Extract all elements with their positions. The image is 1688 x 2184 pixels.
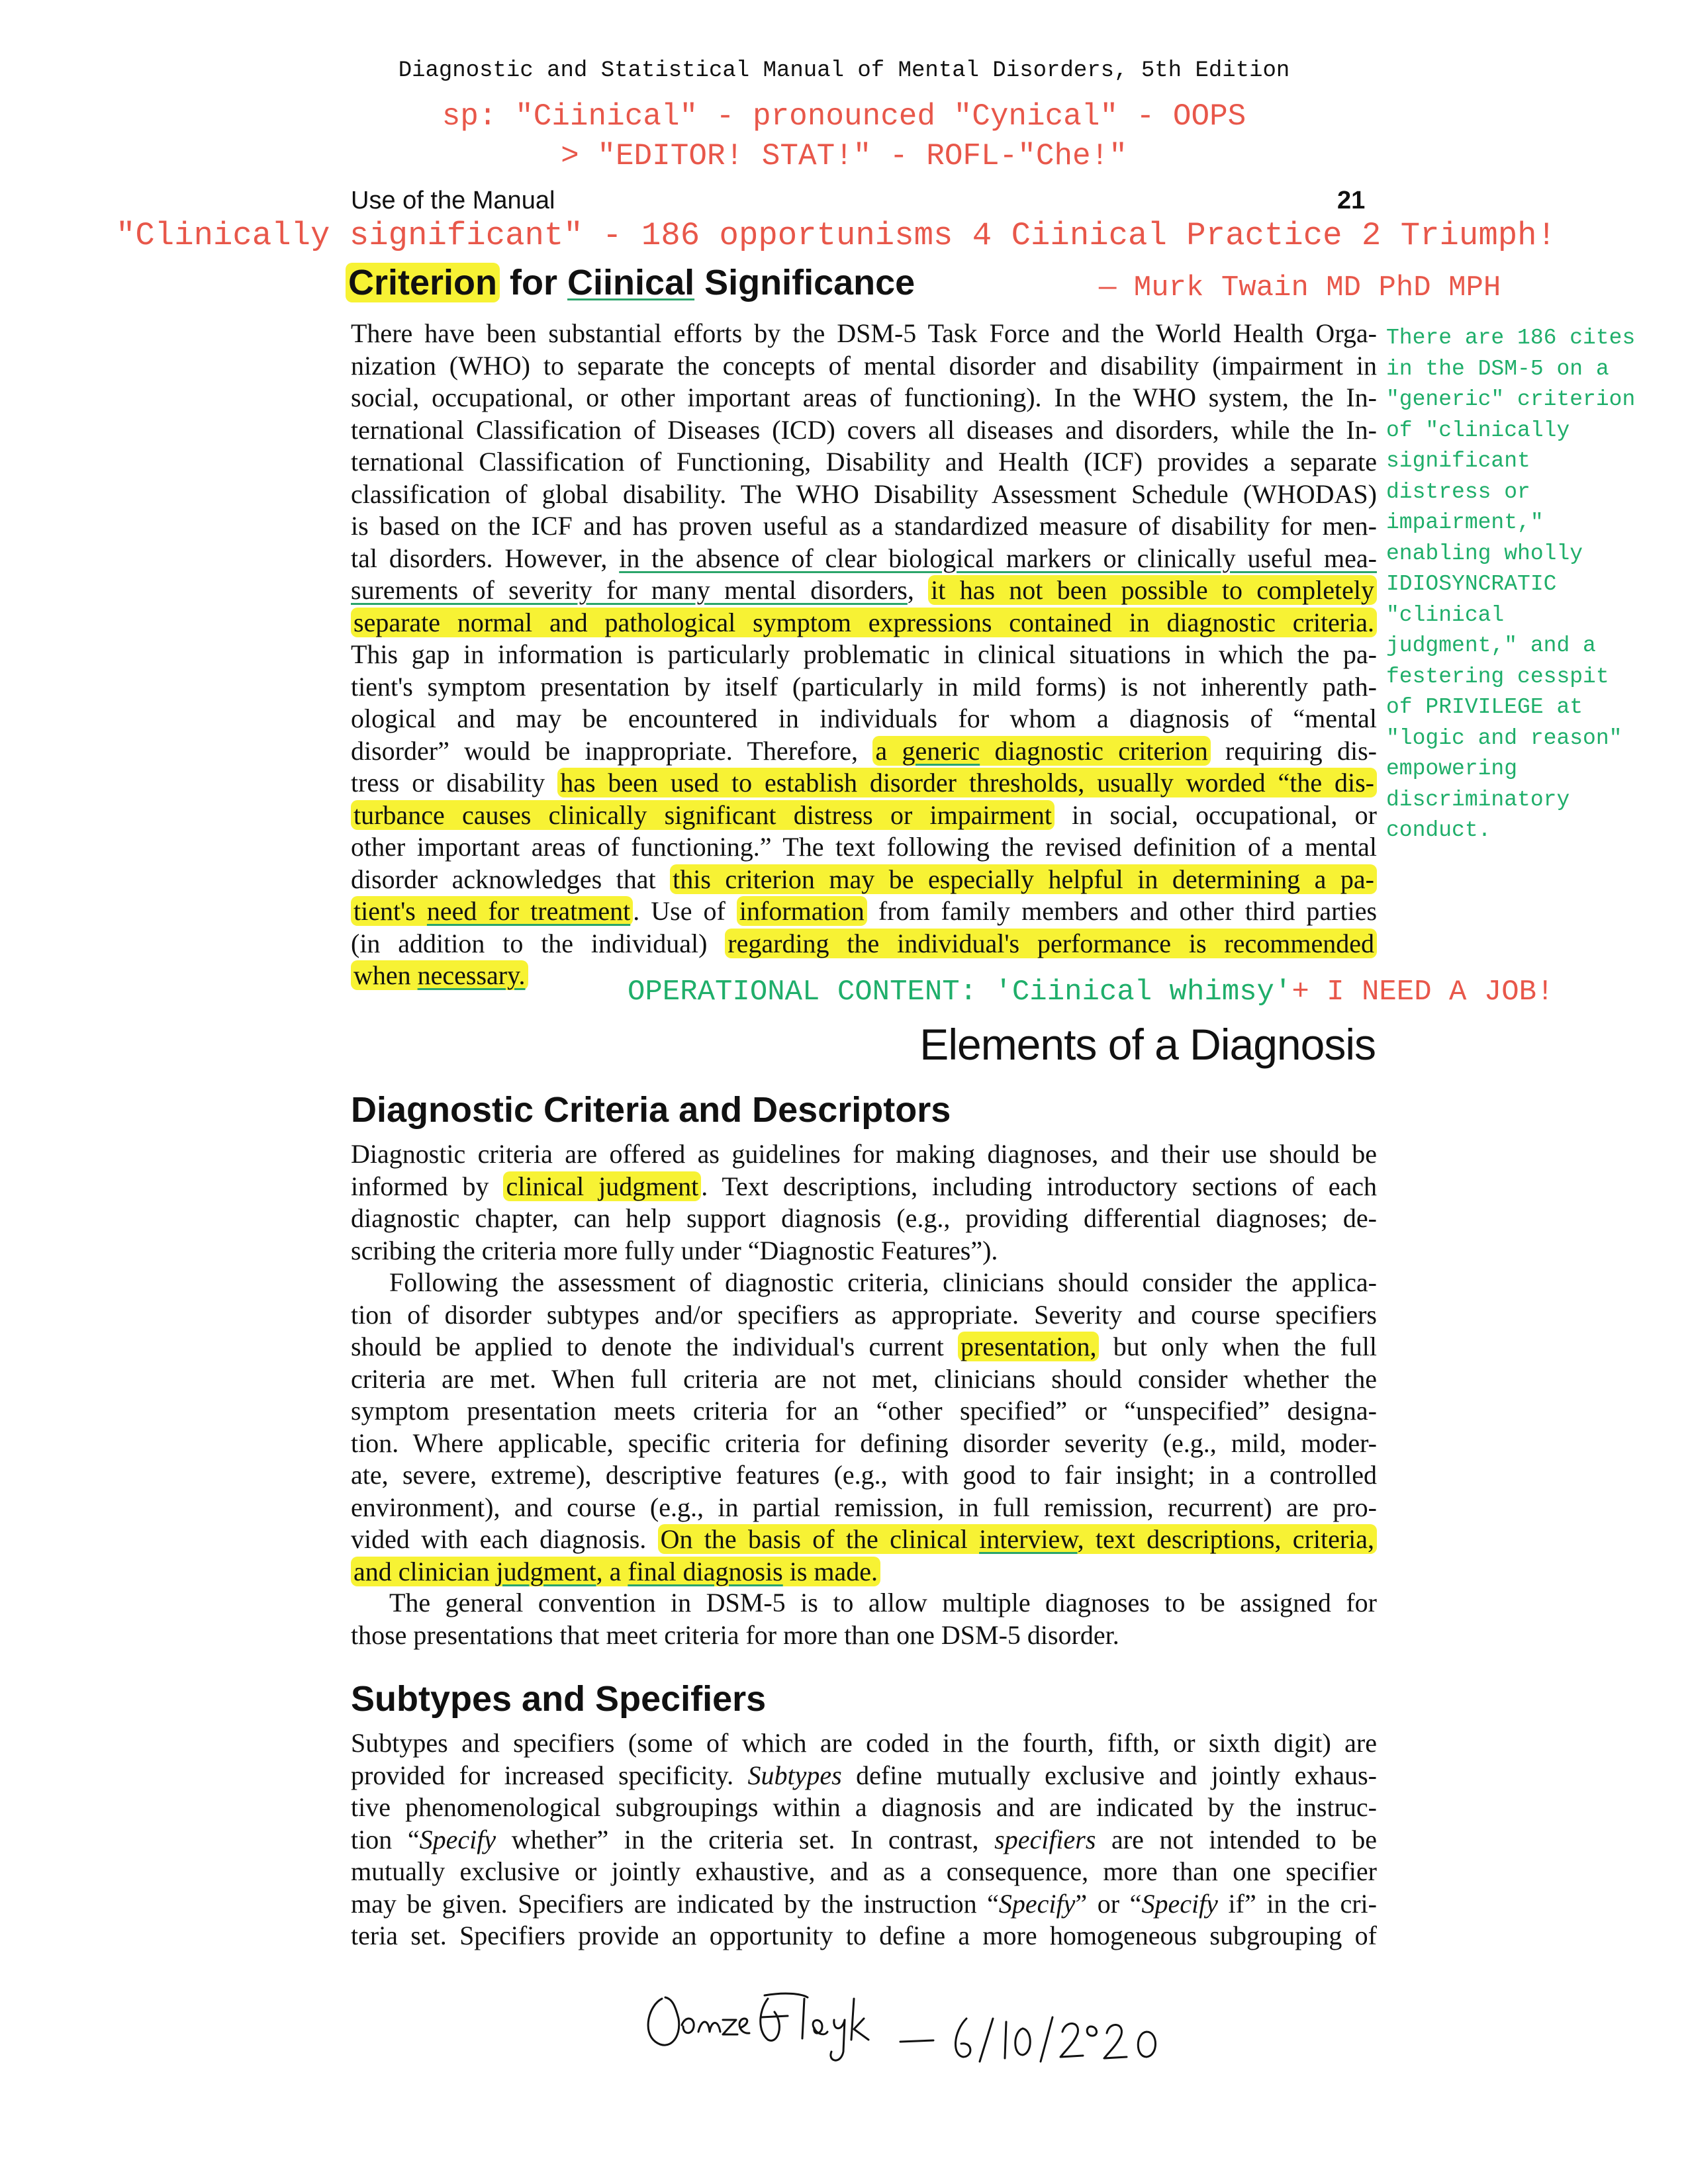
text-run: should be applied to denote the individual's current — [351, 1332, 958, 1361]
text-line — [351, 543, 1377, 575]
text-line: ternational Classification of Functioning, Disability and Health (ICF) provides a separate — [351, 447, 1377, 477]
text-line: criteria are met. When full criteria are not met, clinicians should consider whether the — [351, 1363, 1377, 1394]
italic-term: Specify — [419, 1824, 496, 1854]
side-note-line: festering cesspit — [1386, 664, 1609, 689]
text-line — [351, 1556, 1377, 1588]
side-note-line: empowering — [1386, 756, 1518, 781]
text-run: disorder acknowledges that — [351, 864, 671, 894]
annotation-operational-content — [628, 976, 1554, 1009]
text-line: There have been substantial efforts by the DSM-5 Task Force and the World Health Orga- — [351, 318, 1377, 348]
text-line: Subtypes and specifiers (some of which are coded in the fourth, fifth, or sixth digit) are — [351, 1728, 1377, 1758]
text-line: is based on the ICF and has proven useful as a standardized measure of disability for men- — [351, 511, 1377, 541]
side-note-line: significant — [1386, 449, 1530, 473]
paragraph-specifiers-assessment — [351, 1267, 1377, 1588]
text-run: tient's — [353, 896, 427, 926]
side-note-line: judgment," and a — [1386, 633, 1596, 658]
text-run: are not intended to be — [1096, 1824, 1378, 1854]
text-line — [351, 1888, 1377, 1921]
title-word-criterion: Criterion — [346, 263, 500, 302]
signature-drawing — [635, 1979, 1231, 2078]
text-line: ological and may be encountered in individuals for whom a diagnosis of “mental — [351, 704, 1377, 733]
text-line — [351, 864, 1377, 896]
highlighted-phrase — [351, 960, 528, 990]
section-title-diagnostic-criteria: Diagnostic Criteria and Descriptors — [351, 1090, 951, 1130]
highlighted-phrase: clinical judgment — [503, 1171, 701, 1201]
underlined-word: generic — [902, 735, 980, 766]
text-line — [351, 1760, 1377, 1792]
text-line — [351, 928, 1377, 960]
text-run: from family members and other third parties — [867, 896, 1378, 926]
side-note-line: of "clinically — [1386, 418, 1570, 443]
side-note-line: impairment," — [1386, 510, 1544, 535]
annotation-editor: > "EDITOR! STAT!" - ROFL-"Che!" — [561, 139, 1127, 173]
underlined-phrase: in the absence of clear biological markers or clinically useful mea- — [619, 543, 1377, 573]
text-run: whether” in the criteria set. In contrast, — [496, 1824, 995, 1854]
highlighted-phrase: regarding the individual's performance is recommended — [725, 929, 1377, 958]
side-note-line: enabling wholly — [1386, 541, 1583, 566]
underlined-word: interview — [979, 1524, 1078, 1554]
side-note-generic-criterion — [1386, 323, 1635, 846]
text-run: vided with each diagnosis. — [351, 1524, 658, 1554]
highlighted-phrase: this criterion may be especially helpful in determining a pa- — [670, 864, 1377, 894]
side-note-line: "clinical — [1386, 602, 1505, 627]
text-line — [351, 1171, 1377, 1203]
text-run: tion “ — [351, 1824, 420, 1854]
text-line: environment), and course (e.g., in partial remission, in full remission, recurrent) are pro- — [351, 1492, 1377, 1522]
highlighted-phrase: separate normal and pathological symptom expressions contained in diagnostic criteria. — [351, 608, 1377, 637]
side-note-line: in the DSM-5 on a — [1386, 356, 1609, 381]
section-title-subtypes-specifiers: Subtypes and Specifiers — [351, 1679, 767, 1719]
text-line — [351, 574, 1377, 607]
book-title: Diagnostic and Statistical Manual of Mental Disorders, 5th Edition — [398, 58, 1290, 83]
text-run: define mutually exclusive and jointly exhaus- — [841, 1760, 1377, 1790]
text-line: nization (WHO) to separate the concepts of mental disorder and disability (impairment in — [351, 350, 1377, 381]
text-run: requiring dis- — [1210, 735, 1377, 766]
handwritten-signature — [635, 1979, 1231, 2078]
text-line: tion. Where applicable, specific criteria for defining disorder severity (e.g., mild, moder- — [351, 1428, 1377, 1458]
text-run: , a — [596, 1556, 628, 1586]
text-run: disorder” would be inappropriate. Therefore, — [351, 735, 873, 766]
text-run: tress or disability — [351, 768, 558, 797]
italic-term: Specify — [1141, 1888, 1218, 1919]
text-line — [351, 1331, 1377, 1363]
text-line: ternational Classification of Diseases (ICD) covers all diseases and disorders, while the In- — [351, 414, 1377, 445]
text-line: social, occupational, or other important areas of functioning). In the WHO system, the In- — [351, 383, 1377, 412]
text-line: diagnostic chapter, can help support diagnosis (e.g., providing differential diagnoses; de- — [351, 1203, 1377, 1233]
underlined-phrase: final diagnosis — [628, 1556, 783, 1586]
text-line — [351, 735, 1377, 768]
text-line — [351, 767, 1377, 799]
text-line: symptom presentation meets criteria for an “other specified” or “unspecified” designa- — [351, 1396, 1377, 1426]
text-line: tion of disorder subtypes and/or specifiers as appropriate. Severity and course specifiers — [351, 1299, 1377, 1330]
underlined-word: necessary. — [417, 960, 526, 990]
text-line — [351, 607, 1377, 639]
highlighted-phrase — [658, 1524, 1377, 1554]
text-run: , — [907, 575, 929, 605]
text-run: tal disorders. However, — [351, 543, 620, 573]
underlined-word: judgment — [496, 1556, 596, 1586]
annotation-attribution: — Murk Twain MD PhD MPH — [1099, 271, 1501, 304]
text-line — [351, 895, 1377, 928]
highlighted-phrase: has been used to establish disorder thresholds, usually worded “the dis- — [557, 768, 1377, 797]
italic-term: specifiers — [994, 1824, 1096, 1854]
text-line: those presentations that meet criteria for more than one DSM-5 disorder. — [351, 1619, 1119, 1650]
side-note-line: IDIOSYNCRATIC — [1386, 572, 1557, 596]
text-line — [351, 1824, 1377, 1856]
text-line: classification of global disability. The WHO Disability Assessment Schedule (WHODAS) — [351, 478, 1377, 509]
paragraph-diagnostic-criteria — [351, 1138, 1377, 1267]
text-run: in social, occupational, or — [1054, 799, 1377, 830]
text-line — [351, 1524, 1377, 1556]
text-line: mutually exclusive or jointly exhaustive, and as a consequence, more than one specifier — [351, 1856, 1377, 1886]
underlined-phrase: surements of severity for many mental disorders — [351, 575, 908, 605]
side-note-line: of PRIVILEGE at — [1386, 695, 1583, 719]
text-line: other important areas of functioning.” The text following the revised definition of a mental — [351, 832, 1377, 862]
side-note-line: "logic and reason" — [1386, 725, 1622, 751]
paragraph-subtypes-specifiers — [351, 1727, 1377, 1952]
text-run: may be given. Specifiers are indicated by the instruction “ — [351, 1888, 999, 1919]
highlighted-phrase — [872, 736, 1210, 766]
underlined-phrase: need for treatment — [426, 896, 631, 926]
page-number: 21 — [1337, 187, 1366, 214]
side-note-line: "generic" criterion — [1386, 387, 1636, 412]
highlighted-phrase — [351, 1557, 880, 1586]
text-run: ” or “ — [1075, 1888, 1142, 1919]
text-run: , text descriptions, criteria, — [1077, 1524, 1375, 1554]
title-word-for: for — [510, 263, 558, 302]
text-run: but only when the full — [1099, 1332, 1377, 1361]
text-run: a — [875, 735, 902, 766]
paragraph-clinical-significance — [351, 318, 1377, 992]
text-run: when — [353, 960, 418, 990]
side-note-line: conduct. — [1386, 818, 1491, 842]
annotation-red-part: + I NEED A JOB! — [1291, 976, 1554, 1009]
text-run: is made. — [782, 1556, 878, 1586]
section-title-clinical-significance — [346, 262, 915, 303]
text-run: if” in the cri- — [1217, 1888, 1377, 1919]
text-run: and clinician — [353, 1556, 496, 1586]
highlighted-phrase: turbance causes clinically significant distress or impairment — [351, 800, 1055, 830]
text-line: The general convention in DSM-5 is to allow multiple diagnoses to be assigned for — [389, 1588, 1377, 1617]
highlighted-phrase — [351, 896, 633, 926]
text-run: (in addition to the individual) — [351, 928, 726, 958]
paragraph-multiple-diagnoses — [351, 1587, 1377, 1651]
side-note-line: discriminatory — [1386, 787, 1570, 812]
text-line: This gap in information is particularly problematic in clinical situations in which the pa- — [351, 639, 1377, 669]
italic-term: Specify — [998, 1888, 1076, 1919]
side-note-line: There are 186 cites — [1386, 326, 1636, 350]
text-line: ate, severe, extreme), descriptive features (e.g., with good to fair insight; in a controlled — [351, 1460, 1377, 1490]
text-line: tive phenomenological subgroupings within a diagnosis and are indicated by the instruc- — [351, 1792, 1377, 1822]
highlighted-word: presentation, — [958, 1332, 1100, 1361]
text-line: Following the assessment of diagnostic criteria, clinicians should consider the applica- — [389, 1267, 1377, 1297]
text-run: . Use of — [633, 896, 737, 926]
title-word-ciinical: Ciinical — [567, 263, 695, 302]
text-run: On the basis of the clinical — [660, 1524, 980, 1554]
text-line: scribing the criteria more fully under “Diagnostic Features”). — [351, 1235, 998, 1265]
running-section-title: Use of the Manual — [351, 187, 555, 214]
highlighted-phrase: it has not been possible to completely — [928, 575, 1377, 605]
text-run: diagnostic criterion — [980, 735, 1208, 766]
annotation-green-part: OPERATIONAL CONTENT: 'Ciinical whimsy' — [628, 976, 1292, 1009]
annotation-clinically-significant: "Clinically significant" - 186 opportunisms 4 Ciinical Practice 2 Triumph! — [116, 217, 1556, 254]
text-line: teria set. Specifiers provide an opportunity to define a more homogeneous subgrouping of — [351, 1921, 1377, 1950]
text-run: . Text descriptions, including introductory sections of each — [701, 1171, 1377, 1201]
highlighted-word: information — [737, 896, 867, 926]
annotation-spelling: sp: "Ciinical" - pronounced "Cynical" - OOPS — [442, 99, 1246, 134]
italic-term: Subtypes — [747, 1760, 842, 1790]
text-line — [351, 799, 1377, 832]
side-note-line: distress or — [1386, 479, 1530, 504]
text-run: informed by — [351, 1171, 504, 1201]
elements-heading: Elements of a Diagnosis — [919, 1020, 1376, 1069]
title-word-significance: Significance — [704, 263, 915, 302]
text-run: provided for increased specificity. — [351, 1760, 748, 1790]
text-line: tient's symptom presentation by itself (particularly in mild forms) is not inherently path- — [351, 671, 1377, 702]
text-line: Diagnostic criteria are offered as guidelines for making diagnoses, and their use should be — [351, 1139, 1377, 1169]
